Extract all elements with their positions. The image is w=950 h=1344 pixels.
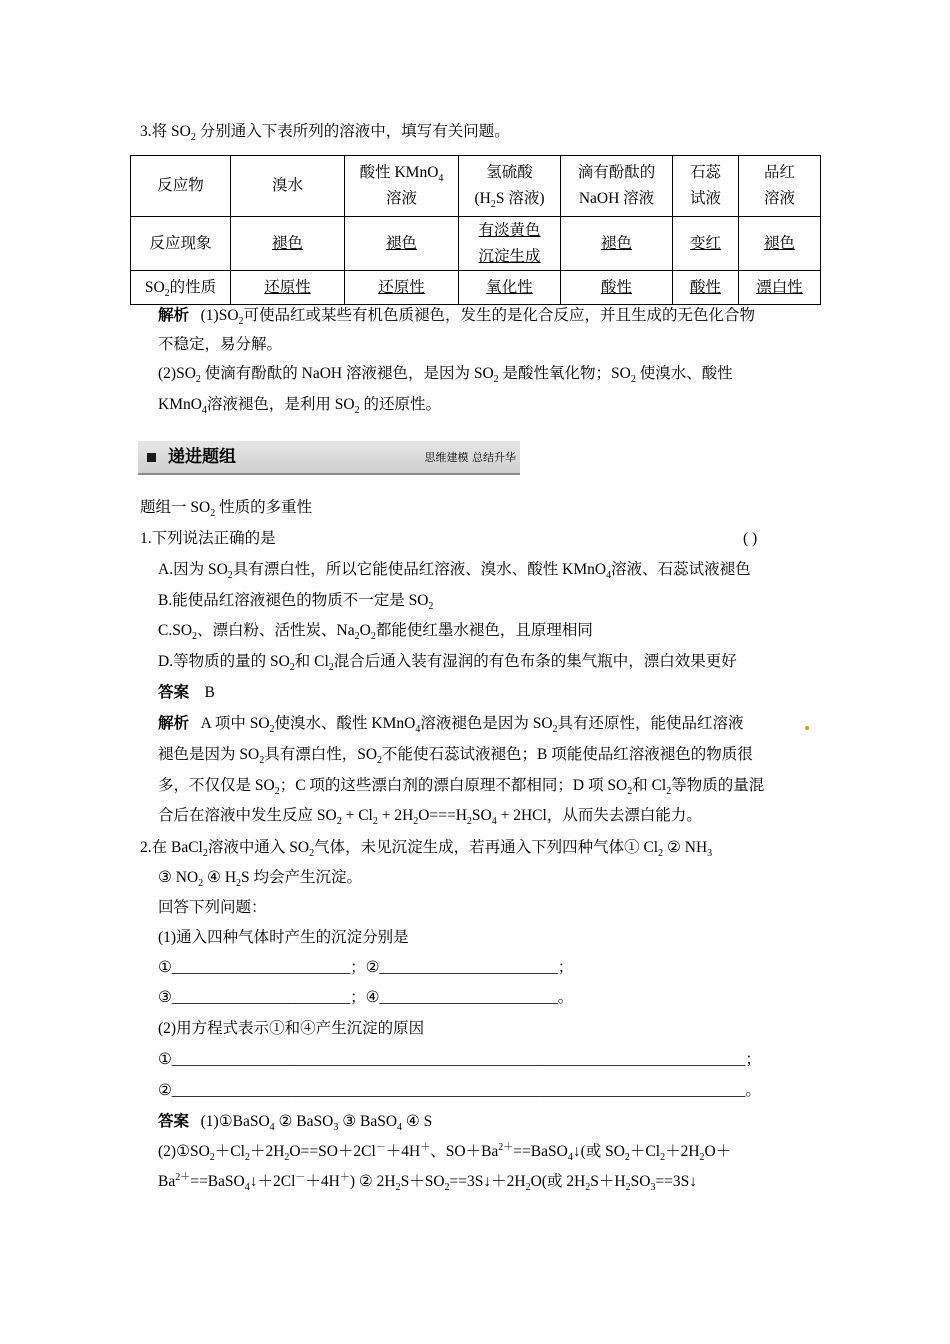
question-1-stem: 1.下列说法正确的是: [140, 530, 276, 547]
option-b: B.能使品红溶液褪色的物质不一定是 $SO_2$: [158, 592, 434, 613]
answer-blank-row[interactable]: ②__________________________________________________________________________。: [158, 1082, 761, 1099]
table-cell: 褪色: [561, 217, 673, 271]
analysis-line: 解析 A 项中 $SO_2$使溴水、酸性 KMnO$_4$溶液褪色是因为 $SO_2$具有还原性，能使品红溶液: [158, 715, 744, 736]
analysis-line: 合后在溶液中发生反应 $SO_2 + Cl_2 + 2H_2O===H_2SO_4 + 2HCl$，从而失去漂白能力。: [158, 807, 702, 828]
question-2-stem: 2.在 BaCl$_2$溶液中通入 $SO_2$气体，未见沉淀生成，若再通入下列四种气体① $Cl_2$ ② $NH_3$: [140, 839, 713, 860]
table-cell: 有淡黄色 沉淀生成: [459, 217, 561, 271]
banner-square-icon: [147, 453, 156, 462]
table-cell: 褪色: [739, 217, 821, 271]
row-label: $SO_2$的性质: [131, 271, 231, 305]
option-a: A.因为 $SO_2$具有漂白性，所以它能使品红溶液、溴水、酸性 KMnO$_4$溶液、石蕊试液褪色: [158, 561, 751, 582]
answer-parenthesis: ( ): [743, 530, 758, 547]
table-cell: 氧化性: [459, 271, 561, 305]
header-cell: 滴有酚酞的 NaOH 溶液: [561, 156, 673, 217]
table-header-row: [131, 156, 821, 217]
table-cell: 还原性: [231, 271, 345, 305]
table-cell: 漂白性: [739, 271, 821, 305]
question-3-stem: 3.将 $SO_2$ 分别通入下表所列的溶液中，填写有关问题。: [140, 123, 510, 144]
subquestion-1: (1)通入四种气体时产生的沉淀分别是: [158, 929, 409, 946]
answer-blank-row[interactable]: ①__________________________________________________________________________；: [158, 1051, 761, 1068]
answer-equation-line: $(2)①SO_2+Cl_2+2H_2O==SO+2Cl^-+4H^+$、$SO+Ba^{2+}==BaSO_4↓$(或 $SO_2+Cl_2+2H_2O+$: [158, 1141, 732, 1164]
table-row: [131, 217, 821, 271]
marker-dot: [805, 726, 809, 730]
section-banner: [138, 441, 520, 475]
header-cell: 溴水: [231, 156, 345, 217]
group-title: 题组一 $SO_2$ 性质的多重性: [140, 499, 313, 520]
option-d: D.等物质的量的 $SO_2$和 $Cl_2$混合后通入装有湿润的有色布条的集气瓶中，漂白效果更好: [158, 653, 737, 674]
answer-equation-line: $Ba^{2+}==BaSO_4↓+2Cl^-+4H^+$) ② $2H_2S+SO_2==3S↓+2H_2O$(或 $2H_2S+H_2SO_3==3S↓$: [158, 1171, 698, 1194]
answer-line: 答案 (1)①BaSO$_4$ ② BaSO$_3$ ③ BaSO$_4$ ④ S: [158, 1113, 433, 1134]
option-c: $C.SO_2$、漂白粉、活性炭、$Na_2O_2$都能使红墨水褪色，且原理相同: [158, 622, 593, 643]
table-cell: 褪色: [345, 217, 459, 271]
table-cell: 变红: [673, 217, 739, 271]
analysis-line: 多，不仅仅是 $SO_2$；C 项的这些漂白剂的漂白原理不都相同；D 项 $SO_2$和 $Cl_2$等物质的量混: [158, 777, 765, 798]
answer-blank-row[interactable]: ③_______________________；④_______________________。: [158, 989, 574, 1006]
row-label: 反应现象: [131, 217, 231, 271]
analysis-line: 不稳定，易分解。: [158, 336, 283, 353]
analysis-line: 褪色是因为 $SO_2$具有漂白性，$SO_2$不能使石蕊试液褪色；B 项能使品红溶液褪色的物质很: [158, 746, 753, 767]
subquestion-2: (2)用方程式表示①和④产生沉淀的原因: [158, 1020, 425, 1037]
header-cell: 氢硫酸 ($H_2S$ 溶液): [459, 156, 561, 217]
question-2-stem-cont: ③ $NO_2$ ④ $H_2S$ 均会产生沉淀。: [158, 869, 363, 890]
banner-title: 递进题组: [168, 447, 236, 467]
header-cell: 反应物: [131, 156, 231, 217]
answer-blank-row[interactable]: ①_______________________；②_______________________；: [158, 959, 574, 976]
header-cell: 石蕊 试液: [673, 156, 739, 217]
table-cell: 还原性: [345, 271, 459, 305]
reaction-table: [130, 155, 821, 305]
analysis-line: $(2)SO_2$ 使滴有酚酞的 NaOH 溶液褪色，是因为 $SO_2$ 是酸性氧化物；$SO_2$ 使溴水、酸性: [158, 365, 733, 386]
instruction-line: 回答下列问题：: [158, 899, 267, 916]
table-cell: 褪色: [231, 217, 345, 271]
analysis-line: KMnO$_4$溶液褪色，是利用 $SO_2$ 的还原性。: [158, 396, 442, 417]
table-cell: 酸性: [673, 271, 739, 305]
header-cell: 酸性 KMnO$_4$ 溶液: [345, 156, 459, 217]
table-row: [131, 271, 821, 305]
table-cell: 酸性: [561, 271, 673, 305]
analysis-line: 解析 $(1)SO_2$可使品红或某些有机色质褪色，发生的是化合反应，并且生成的无色化合物: [158, 307, 756, 328]
banner-subtitle: 思维建模 总结升华: [424, 451, 516, 464]
answer-line: 答案 B: [158, 684, 215, 701]
header-cell: 品红 溶液: [739, 156, 821, 217]
